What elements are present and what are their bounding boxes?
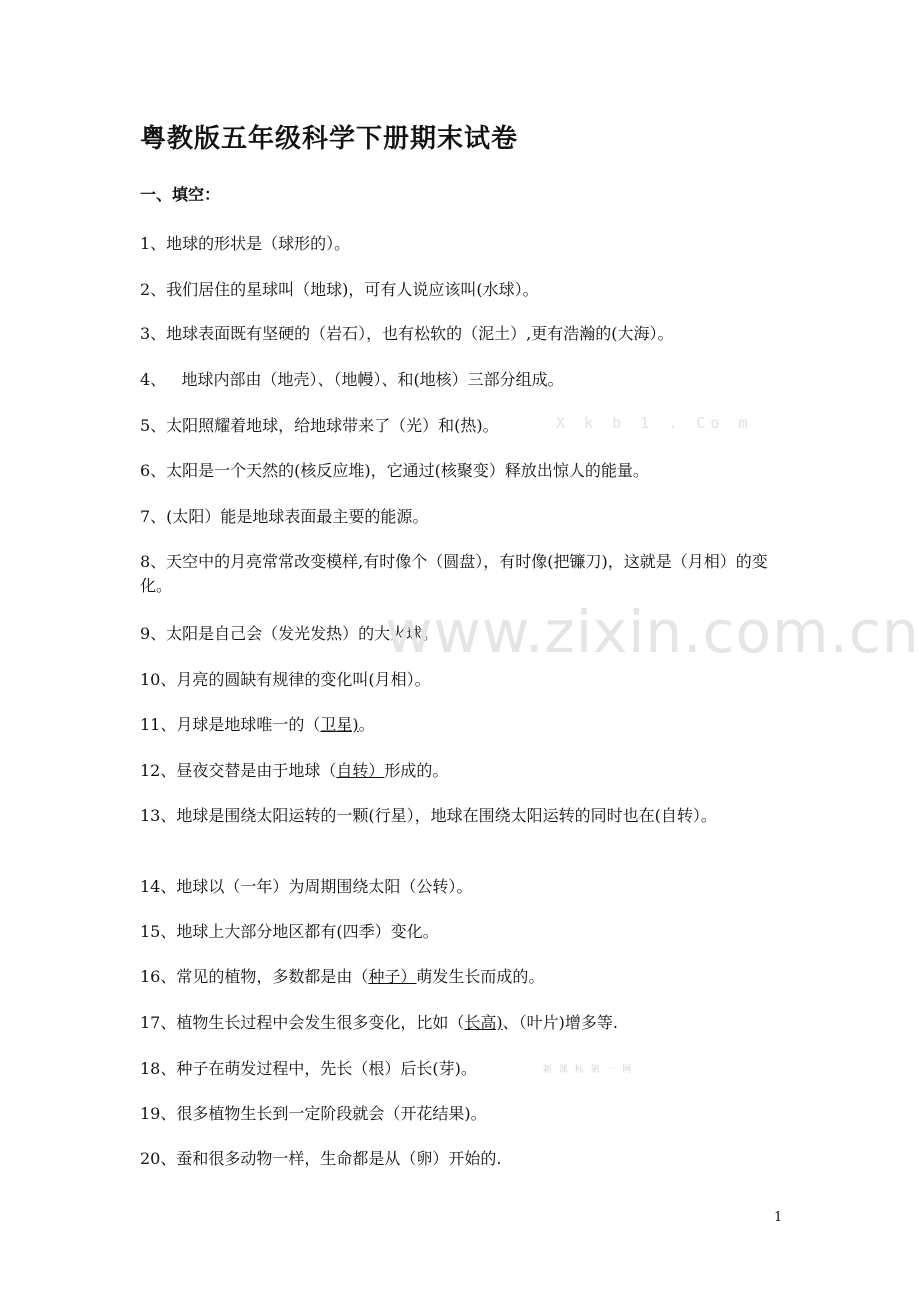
underlined-answer: 卫星) [320, 715, 359, 734]
question-text-tail: 形成的。 [384, 761, 449, 780]
question-item: 3、地球表面既有坚硬的（岩石），也有松软的（泥土）,更有浩瀚的(大海）。 [140, 324, 674, 343]
question-item: 5、太阳照耀着地球，给地球带来了（光）和(热)。 [140, 416, 499, 435]
question-item: 20、蚕和很多动物一样，生命都是从（卵）开始的. [140, 1149, 502, 1168]
question-text-tail: 。 [358, 715, 375, 734]
question-item [140, 1011, 780, 1035]
question-item [140, 713, 780, 737]
section-heading: 一、填空： [140, 185, 221, 204]
question-text: 17、植物生长过程中会发生很多变化，比如（ [140, 1013, 465, 1032]
watermark-small: X k b 1 . Co m [556, 414, 753, 432]
question-item: 2、我们居住的星球叫（地球)，可有人说应该叫(水球）。 [140, 280, 539, 299]
question-item: 18、种子在萌发过程中，先长（根）后长(芽)。 [140, 1059, 477, 1078]
question-text-tail: 萌发生长而成的。 [416, 967, 545, 986]
question-item: 7、(太阳）能是地球表面最主要的能源。 [140, 507, 429, 526]
question-item: 8、天空中的月亮常常改变模样,有时像个（圆盘），有时像(把镰刀)，这就是（月相）的变化。 [140, 552, 768, 595]
question-item [140, 965, 780, 989]
page-number: 1 [774, 1210, 783, 1225]
question-item: 15、地球上大部分地区都有(四季）变化。 [140, 922, 439, 941]
underlined-answer: 自转） [336, 761, 385, 780]
underlined-answer: 长高) [464, 1013, 503, 1032]
question-item: 19、很多植物生长到一定阶段就会（开花结果)。 [140, 1104, 487, 1123]
question-item: 14、地球以（一年）为周期围绕太阳（公转）。 [140, 877, 473, 896]
question-item: 6、太阳是一个天然的(核反应堆)，它通过(核聚变）释放出惊人的能量。 [140, 461, 649, 480]
question-item [140, 759, 780, 783]
question-item: 10、月亮的圆缺有规律的变化叫(月相）。 [140, 670, 431, 689]
underlined-answer: 种子） [368, 967, 417, 986]
question-item: 4、 地球内部由（地壳）、（地幔）、和(地核）三部分组成。 [140, 370, 564, 389]
question-text: 11、月球是地球唯一的（ [140, 715, 321, 734]
question-item: 1、地球的形状是（球形的）。 [140, 234, 351, 253]
question-text: 12、昼夜交替是由于地球（ [140, 761, 337, 780]
question-item: 9、太阳是自己会（发光发热）的大火球。 [140, 624, 439, 643]
page-title: 粤教版五年级科学下册期末试卷 [140, 124, 519, 154]
question-item: 13、地球是围绕太阳运转的一颗(行星），地球在围绕太阳运转的同时也在(自转）。 [140, 806, 717, 825]
question-text-tail: 、（叶片)增多等. [502, 1013, 618, 1032]
question-text: 16、常见的植物，多数都是由（ [140, 967, 369, 986]
watermark-tiny: 新 课 标 第 一 网 [543, 1065, 634, 1075]
watermark-large: www.zixin.com.cn [385, 598, 920, 666]
